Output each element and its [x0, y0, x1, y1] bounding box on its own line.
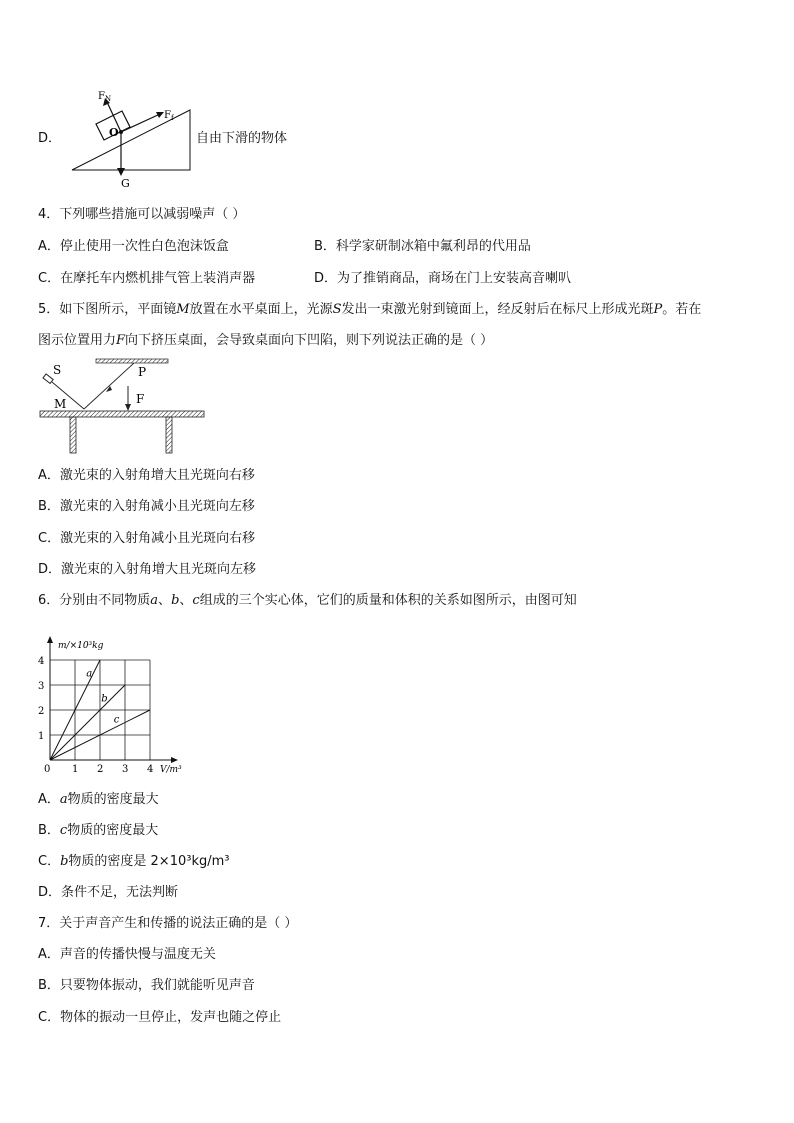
q4-option-b: B．科学家研制冰箱中氟利昂的代用品 — [314, 239, 531, 254]
x-axis-label: V/m³ — [160, 765, 182, 775]
table-leg-left — [70, 417, 76, 453]
laser-source — [43, 374, 53, 383]
q5-option-c: C．激光束的入射角减小且光斑向右移 — [38, 531, 256, 546]
q6-option-c: C．b物质的密度是 2×10³kg/m³ — [38, 854, 230, 869]
y-tick-label: 4 — [38, 656, 45, 667]
q6-option-d: D．条件不足，无法判断 — [38, 885, 179, 900]
x-tick-label: 2 — [97, 764, 104, 775]
x-axis-arrow — [171, 757, 178, 763]
q3-option-d-label: D． — [38, 131, 62, 146]
q4-stem: 4．下列哪些措施可以减弱噪声（ ） — [38, 207, 246, 222]
table-top — [40, 411, 204, 417]
q7-option-a: A．声音的传播快慢与温度无关 — [38, 947, 216, 962]
y-axis-label: m/×10³kg — [58, 641, 104, 651]
mirror-table-diagram — [36, 356, 208, 456]
ff-label: $F_f$ — [164, 110, 174, 122]
q6-stem: 6．分别由不同物质a、b、c组成的三个实心体，它们的质量和体积的关系如图所示，由图可知 — [38, 593, 577, 608]
s-label: S — [53, 363, 62, 377]
y-tick-label: 2 — [38, 706, 45, 717]
m-label: M — [54, 397, 67, 411]
g-label: G — [121, 177, 130, 188]
ruler — [96, 359, 168, 363]
f-label: F — [136, 392, 145, 406]
x-tick-label: 4 — [147, 764, 154, 775]
q4-option-a: A．停止使用一次性白色泡沫饭盒 — [38, 239, 229, 254]
x-tick-label: 0 — [44, 764, 51, 775]
q5-option-d: D．激光束的入射角增大且光斑向左移 — [38, 562, 257, 577]
q5-option-a: A．激光束的入射角增大且光斑向右移 — [38, 468, 255, 483]
q6-option-b: B．c物质的密度最大 — [38, 823, 159, 838]
q3-option-d-text: 自由下滑的物体 — [196, 131, 288, 146]
q7-option-b: B．只要物体振动，我们就能听见声音 — [38, 978, 255, 993]
x-tick-label: 3 — [122, 764, 129, 775]
series-label-a: a — [86, 668, 93, 680]
series-label-b: b — [101, 693, 108, 705]
q4-option-d: D．为了推销商品，商场在门上安装高音喇叭 — [314, 271, 572, 286]
y-axis-arrow — [47, 636, 53, 643]
y-tick-label: 3 — [38, 681, 45, 692]
table-leg-right — [166, 417, 172, 453]
incline-diagram — [62, 88, 202, 188]
q4-option-c: C．在摩托车内燃机排气管上装消声器 — [38, 271, 256, 286]
mass-volume-chart — [30, 628, 190, 778]
x-tick-label: 1 — [72, 764, 79, 775]
q7-option-c: C．物体的振动一旦停止，发声也随之停止 — [38, 1010, 282, 1025]
o-label: O — [109, 126, 119, 139]
q7-stem: 7．关于声音产生和传播的说法正确的是（ ） — [38, 916, 298, 931]
q5-option-b: B．激光束的入射角减小且光斑向左移 — [38, 499, 255, 514]
series-label-c: c — [113, 714, 120, 726]
fn-label: $F_N$ — [98, 91, 112, 103]
p-label: P — [138, 365, 147, 379]
q6-option-a: A．a物质的密度最大 — [38, 792, 159, 807]
y-tick-label: 1 — [38, 731, 45, 742]
q5-stem-line2: 图示位置用力F向下挤压桌面，会导致桌面向下凹陷，则下列说法正确的是（ ） — [38, 333, 494, 348]
q5-stem-line1: 5．如下图所示，平面镜M放置在水平桌面上，光源S发出一束激光射到镜面上，经反射后在标尺上形成光斑P。若在 — [38, 302, 702, 317]
